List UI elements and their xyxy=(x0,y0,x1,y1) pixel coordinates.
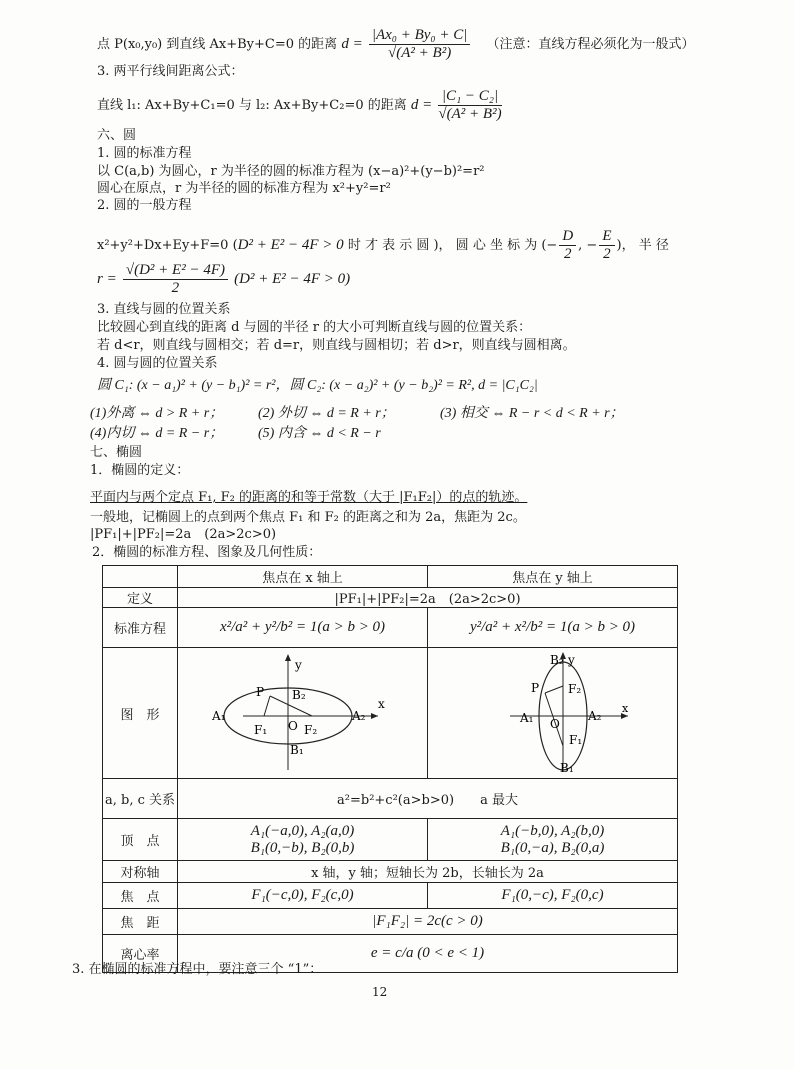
row-label-abc: a, b, c 关系 xyxy=(103,779,178,819)
row-label-figure: 图 形 xyxy=(103,648,178,779)
row-label-symmetry: 对称轴 xyxy=(103,861,178,883)
pf1-segment xyxy=(264,696,270,716)
circle-std-eq: 以 C(a,b) 为圆心，r 为半径的圆的标准方程为 (x−a)²+(y−b)²=r² xyxy=(97,164,485,179)
ellipse-def: 平面内与两个定点 F₁, F₂ 的距离的和等于常数（大于 |F₁F₂|）的点的轨迹。 xyxy=(90,490,528,505)
focal-distance-value: |F₁F₂| = 2c(c > 0) xyxy=(178,909,678,935)
b2-label: B₂ xyxy=(291,688,306,702)
row-label-vertex: 顶 点 xyxy=(103,819,178,861)
ellipse-x-figure xyxy=(188,648,418,774)
eccentricity-value: e = c/a (0 < e < 1) xyxy=(178,935,678,973)
col-x-header: 焦点在 x 轴上 xyxy=(178,566,428,588)
std-eq-y: y²/a² + x²/b² = 1(a > b > 0) xyxy=(428,608,678,648)
a1-label: A₁ xyxy=(211,709,225,723)
y-axis-label: y xyxy=(567,653,575,667)
ellipse-y-figure xyxy=(438,648,668,774)
row-label-eccentricity: 离心率 xyxy=(103,935,178,973)
figure-y xyxy=(428,648,678,779)
o-label: O xyxy=(287,719,298,733)
heading-parallel-distance: 3. 两平行线间距离公式： xyxy=(97,64,244,79)
f2-label: F₂ xyxy=(303,723,317,737)
p-label: P xyxy=(255,685,264,699)
circle-radius: r = $\frac{\text{√(D² + E² − 4F)}}{2}$ (D² + E² − 4F > 0) xyxy=(97,262,351,296)
circle-circle-heading: 4. 圆与圆的位置关系 xyxy=(97,356,218,371)
row-label-std-eq: 标准方程 xyxy=(103,608,178,648)
figure-x xyxy=(178,648,428,779)
p-label: P xyxy=(530,681,539,695)
focus-x: F₁(−c,0), F₂(c,0) xyxy=(178,883,428,909)
circle-relation-1: (1)外离 ⇔ d > R + r； xyxy=(90,406,224,421)
section-six-title: 六、圆 xyxy=(97,128,137,143)
circle-relation-3: (3) 相交 ⇔ R − r < d < R + r； xyxy=(440,406,624,421)
std-eq-x: x²/a² + y²/b² = 1(a > b > 0) xyxy=(178,608,428,648)
ellipse-general: 一般地，记椭圆上的点到两个焦点 F₁ 和 F₂ 的距离之和为 2a，焦距为 2c。 xyxy=(90,510,526,525)
x-axis-label: x xyxy=(377,697,385,711)
pf2-segment xyxy=(270,696,312,716)
circle-general-heading: 2. 圆的一般方程 xyxy=(97,198,192,213)
o-label: O xyxy=(549,717,560,731)
focus-y: F₁(0,−c), F₂(0,c) xyxy=(428,883,678,909)
ellipse-def-heading: 1．椭圆的定义： xyxy=(90,463,190,478)
b2-label: B₂ xyxy=(549,653,564,667)
circle-std-heading: 1. 圆的标准方程 xyxy=(97,146,192,161)
b1-label: B₁ xyxy=(289,743,304,757)
x-axis-arrow xyxy=(371,713,378,719)
circle-relation-2: (2) 外切 ⇔ d = R + r； xyxy=(258,406,395,421)
section-seven-title: 七、椭圆 xyxy=(90,445,143,460)
ellipse-properties-table xyxy=(102,565,678,973)
f1-label: F₁ xyxy=(568,733,582,747)
col-y-header: 焦点在 y 轴上 xyxy=(428,566,678,588)
y-axis-arrow xyxy=(285,654,291,661)
row-label-focus: 焦 点 xyxy=(103,883,178,909)
circle-origin-eq: 圆心在原点，r 为半径的圆的标准方程为 x²+y²=r² xyxy=(97,181,391,196)
ellipse-note: 3. 在椭圆的标准方程中，要注意三个 “1”： xyxy=(72,962,323,977)
x-axis-label: x xyxy=(621,702,628,715)
ellipse-sum: |PF₁|+|PF₂|=2a (2a>2c>0) xyxy=(90,527,277,542)
circle-relation-4: (4)内切 ⇔ d = R − r； xyxy=(90,426,224,441)
vertex-y: A₁(−b,0), A₂(b,0) B₁(0,−a), B₂(0,a) xyxy=(428,819,678,861)
circle-relation-5: (5) 内含 ⇔ d < R − r xyxy=(258,426,381,441)
a2-label: A₂ xyxy=(587,709,601,723)
circle-circle-eqs: 圆 C₁: (x − a₁)² + (y − b₁)² = r²，圆 C₂: (x − a₂)² + (y − b₂)² = R², d = |C₁C₂| xyxy=(97,378,538,393)
definition-value: |PF₁|+|PF₂|=2a (2a>2c>0) xyxy=(178,588,678,608)
f1-label: F₁ xyxy=(253,723,267,737)
b1-label: B₁ xyxy=(559,761,574,774)
point-line-distance: 点 P(x₀,y₀) 到直线 Ax+By+C=0 的距离 d = $\frac{\text{|Ax₀ + By₀ + C|}}{\text{√(A² + B²)}}$ （注意：直线方程必须化为一般式） xyxy=(97,27,695,61)
parallel-line-distance: 直线 l₁: Ax+By+C₁=0 与 l₂: Ax+By+C₂=0 的距离 d = $\frac{\text{|C₁ − C₂|}}{\text{√(A² + B²)}}$ xyxy=(97,88,502,122)
f2-label: F₂ xyxy=(567,682,581,696)
circle-general-eq: x²+y²+Dx+Ey+F=0 (D² + E² − 4F > 0 时 才 表 示 圆 )， 圆 心 坐 标 为 (− $\frac{D}{2}$ , − $\frac{E}{2}$ )， 半 径 xyxy=(97,228,669,262)
pf2-segment xyxy=(545,686,563,693)
abc-value: a²=b²+c²(a>b>0) a 最大 xyxy=(178,779,678,819)
line-circle-desc: 比较圆心到直线的距离 d 与圆的半径 r 的大小可判断直线与圆的位置关系： xyxy=(97,320,532,335)
page-number: 12 xyxy=(372,985,388,999)
row-label-definition: 定义 xyxy=(103,588,178,608)
a1-label: A₁ xyxy=(519,711,533,725)
ellipse-table-heading: 2．椭圆的标准方程、图象及几何性质： xyxy=(92,545,322,560)
row-label-focal-distance: 焦 距 xyxy=(103,909,178,935)
line-circle-cases: 若 d<r，则直线与圆相交；若 d=r，则直线与圆相切；若 d>r，则直线与圆相离。 xyxy=(97,338,576,353)
vertex-x: A₁(−a,0), A₂(a,0) B₁(0,−b), B₂(0,b) xyxy=(178,819,428,861)
a2-label: A₂ xyxy=(351,709,365,723)
symmetry-value: x 轴，y 轴；短轴长为 2b，长轴长为 2a xyxy=(178,861,678,883)
y-axis-label: y xyxy=(294,658,302,672)
line-circle-heading: 3. 直线与圆的位置关系 xyxy=(97,302,231,317)
